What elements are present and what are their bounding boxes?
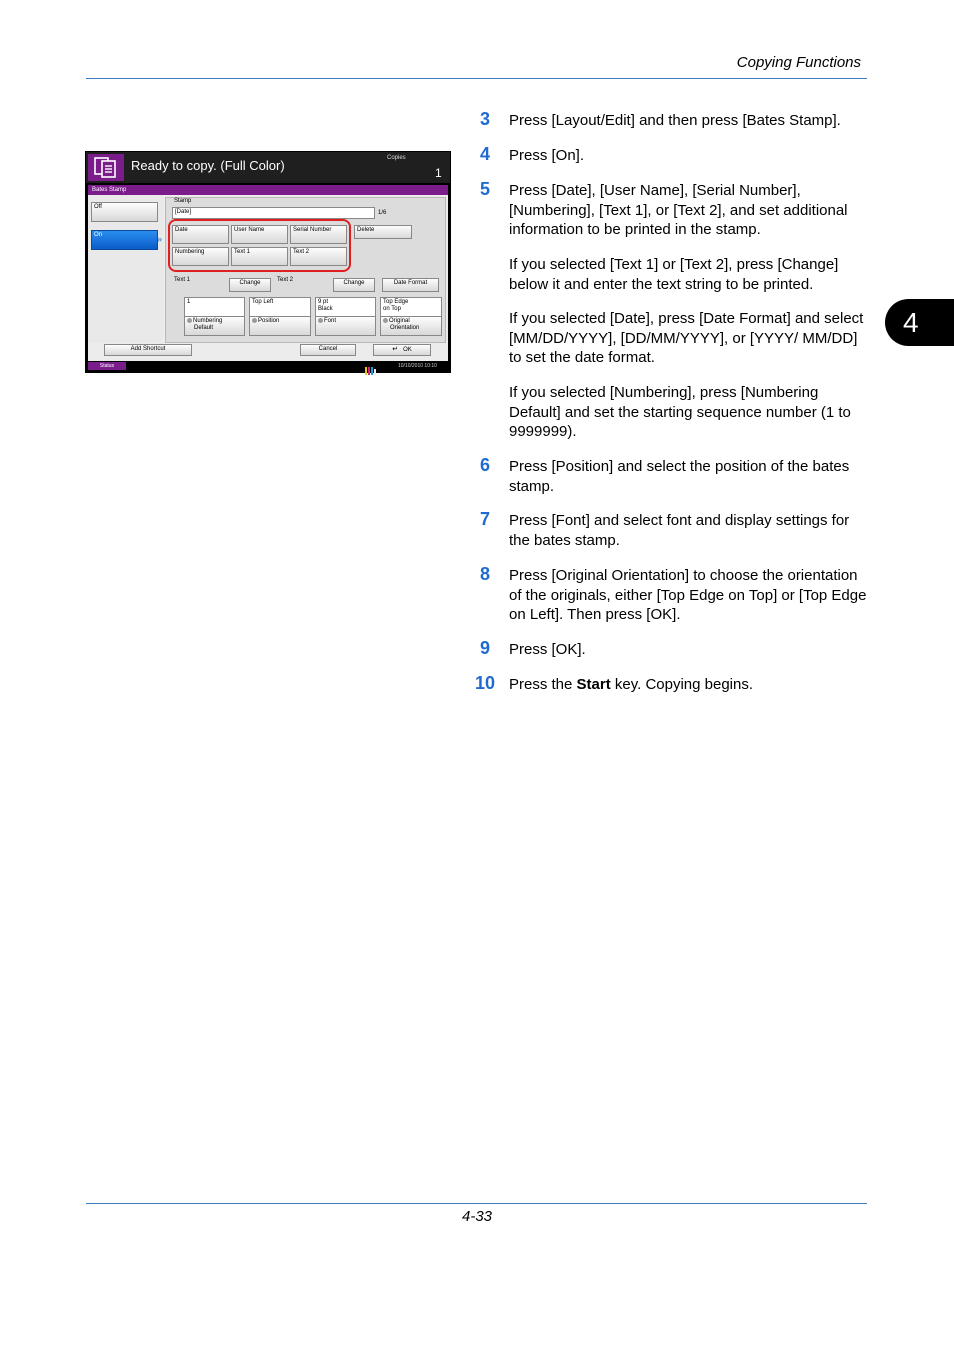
step-text: Press [Layout/Edit] and then press [Bates Stamp]. <box>509 112 841 129</box>
radio-icon <box>318 318 323 323</box>
on-button[interactable]: On <box>91 230 158 250</box>
panel-title: Bates Stamp <box>88 185 448 195</box>
cancel-button[interactable]: Cancel <box>300 344 356 356</box>
step-note: If you selected [Numbering], press [Numbering Default] and set the starting sequence number (1 to 9999999). <box>509 384 851 440</box>
position-button-label: Position <box>258 318 280 325</box>
text2-button[interactable]: Text 2 <box>290 247 347 266</box>
step-text: Press [Position] and select the position of the bates stamp. <box>509 458 850 495</box>
radio-icon <box>383 318 388 323</box>
delete-button[interactable]: Delete <box>354 225 412 239</box>
original-orientation-button[interactable] <box>380 316 442 336</box>
off-button[interactable]: Off <box>91 202 158 222</box>
top-bar <box>86 152 450 183</box>
date-format-button[interactable]: Date Format <box>382 278 439 292</box>
datetime: 10/10/2010 10:10 <box>398 363 437 369</box>
step-number: 6 <box>479 455 490 475</box>
step-text-part: key. Copying begins. <box>610 676 754 693</box>
numbering-default-button[interactable] <box>184 316 245 336</box>
text1-change-button[interactable]: Change <box>229 278 271 292</box>
font-button[interactable] <box>315 316 376 336</box>
status-button[interactable]: Status <box>88 362 126 370</box>
numbering-default-line-2: Default <box>194 325 214 332</box>
step-text <box>509 675 869 695</box>
step-number: 9 <box>479 638 490 658</box>
page-indicator: 1/6 <box>378 210 387 216</box>
page-number: 4-33 <box>461 1208 493 1225</box>
numbering-value: 1 <box>184 297 245 319</box>
position-button[interactable] <box>249 316 311 336</box>
radio-icon <box>252 318 257 323</box>
user-name-button[interactable]: User Name <box>231 225 288 244</box>
ok-button[interactable] <box>373 344 431 356</box>
chapter-tab: 4 <box>885 299 954 346</box>
step-text: Press [On]. <box>509 147 585 164</box>
font-size-value: 9 pt <box>318 299 329 305</box>
step-text: Press [Date], [User Name], [Serial Number], [Numbering], [Text 1], or [Text 2], and set additional information to be printed in the stamp. <box>509 182 848 238</box>
numbering-default-line-1: Numbering <box>193 318 223 325</box>
running-header: Copying Functions <box>736 54 861 71</box>
footer-rule <box>86 1203 867 1204</box>
copy-mode-icon <box>88 154 124 181</box>
orientation-line-1: Top Edge <box>383 299 409 305</box>
copies-value: 1 <box>435 166 442 180</box>
step-number: 7 <box>479 509 490 529</box>
text2-change-button[interactable]: Change <box>333 278 375 292</box>
text1-button[interactable]: Text 1 <box>231 247 288 266</box>
device-screenshot <box>85 151 451 373</box>
step-note: If you selected [Text 1] or [Text 2], press [Change] below it and enter the text string to be printed. <box>509 256 839 293</box>
original-orientation-line-1: Original <box>389 318 410 325</box>
step-number: 3 <box>479 109 490 129</box>
stamp-label: Stamp <box>174 198 192 204</box>
step-number: 10 <box>474 673 496 693</box>
header-rule <box>86 78 867 79</box>
toner-level-icon <box>365 362 377 370</box>
step-text: Press [Font] and select font and display settings for the bates stamp. <box>509 512 850 549</box>
date-button[interactable]: Date <box>172 225 229 244</box>
step-text: Press [Original Orientation] to choose the orientation of the originals, either [Top Edge on Top] or [Top Edge on Left]. Then press [OK]. <box>509 567 867 623</box>
ok-button-label: OK <box>403 347 412 353</box>
original-orientation-line-2: Orientation <box>390 325 420 332</box>
highlight-box <box>168 219 351 272</box>
add-shortcut-button[interactable]: Add Shortcut <box>104 344 192 356</box>
step-number: 8 <box>479 564 490 584</box>
screen-area <box>88 185 448 361</box>
step-number: 5 <box>479 179 490 199</box>
position-value: Top Left <box>249 297 311 319</box>
font-color-value: Black <box>318 306 333 312</box>
status-bar <box>86 361 450 372</box>
chevron-right-icon: » <box>157 234 163 244</box>
start-key-label: Start <box>576 676 611 693</box>
radio-icon <box>187 318 192 323</box>
text1-label: Text 1 <box>174 277 191 283</box>
text2-label: Text 2 <box>277 277 294 283</box>
enter-icon: ↵ <box>392 346 399 353</box>
step-note: If you selected [Date], press [Date Format] and select [MM/DD/YYYY], [DD/MM/YYYY], or [YYYY/ MM/DD] to set the date format. <box>509 310 864 366</box>
status-message: Ready to copy. (Full Color) <box>131 158 285 173</box>
left-pane <box>88 195 163 343</box>
stamp-field: [Date] <box>172 207 375 219</box>
serial-number-button[interactable]: Serial Number <box>290 225 347 244</box>
copies-label: Copies <box>387 155 406 161</box>
orientation-line-2: on Top <box>383 306 401 312</box>
step-number: 4 <box>479 144 490 164</box>
font-button-label: Font <box>324 318 337 325</box>
numbering-button[interactable]: Numbering <box>172 247 229 266</box>
step-text: Press [OK]. <box>509 641 586 658</box>
step-text-part: Press the <box>509 676 577 693</box>
